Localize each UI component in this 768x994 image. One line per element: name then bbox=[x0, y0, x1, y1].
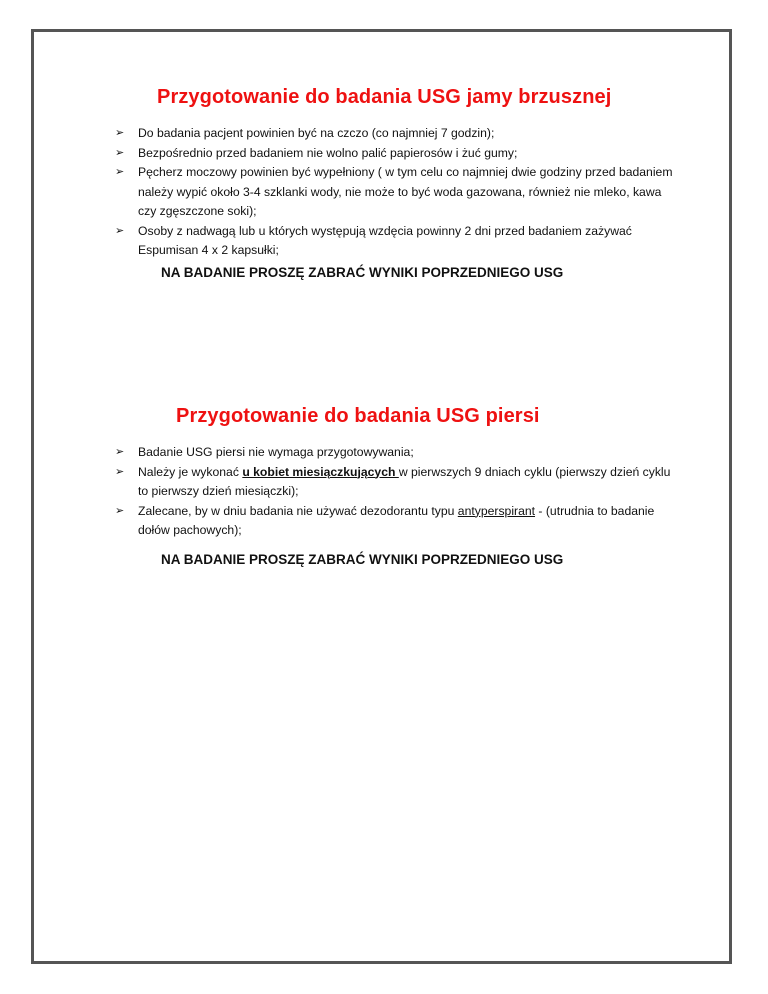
section-title-abdominal: Przygotowanie do badania USG jamy brzusznej bbox=[157, 86, 612, 108]
list-item: ➢ Pęcherz moczowy powinien być wypełniony ( w tym celu co najmniej dwie godziny przed badaniem należy wypić około 3-4 szklanki wody, nie może to być woda gazowana, również nie mleko, kawa czy zgęszczone soki); bbox=[115, 165, 673, 218]
arrow-bullet-icon: ➢ bbox=[115, 504, 125, 517]
arrow-bullet-icon: ➢ bbox=[115, 146, 125, 159]
list-item: ➢ Do badania pacjent powinien być na czczo (co najmniej 7 godzin); bbox=[0, 124, 678, 144]
arrow-bullet-icon: ➢ bbox=[115, 166, 125, 178]
arrow-bullet-icon: ➢ bbox=[115, 446, 125, 458]
list-item: ➢ Zalecane, by w dniu badania nie używać dezodorantu typu antyperspirant - (utrudnia to badanie dołów pachowych); bbox=[115, 503, 655, 537]
list-item: ➢ Bezpośrednio przed badaniem nie wolno palić papierosów i żuć gumy; bbox=[0, 144, 678, 164]
arrow-bullet-icon: ➢ bbox=[115, 224, 125, 237]
bring-results-note-2: NA BADANIE PROSZĘ ZABRAĆ WYNIKI POPRZEDNIEGO USG bbox=[161, 552, 564, 567]
arrow-bullet-icon: ➢ bbox=[115, 465, 125, 478]
underlined-term: antyperspirant bbox=[457, 503, 536, 518]
list-item: ➢ Należy je wykonać u kobiet miesiączkujących w pierwszych 9 dniach cyklu (pierwszy dzień cyklu to pierwszy dzień miesiączki); bbox=[115, 464, 671, 498]
breast-prep-list bbox=[0, 443, 678, 541]
emphasis-text: u kobiet miesiączkujących bbox=[242, 464, 399, 479]
bring-results-note: NA BADANIE PROSZĘ ZABRAĆ WYNIKI POPRZEDNIEGO USG bbox=[161, 265, 564, 280]
list-item: ➢ Osoby z nadwagą lub u których występują wzdęcia powinny 2 dni przed badaniem zażywać Espumisan 4 x 2 kapsułki; bbox=[115, 223, 632, 257]
section-title-breast: Przygotowanie do badania USG piersi bbox=[176, 405, 540, 427]
arrow-bullet-icon: ➢ bbox=[115, 127, 125, 139]
abdominal-prep-list bbox=[0, 124, 678, 261]
list-item: ➢ Badanie USG piersi nie wymaga przygotowywania; bbox=[0, 443, 678, 463]
